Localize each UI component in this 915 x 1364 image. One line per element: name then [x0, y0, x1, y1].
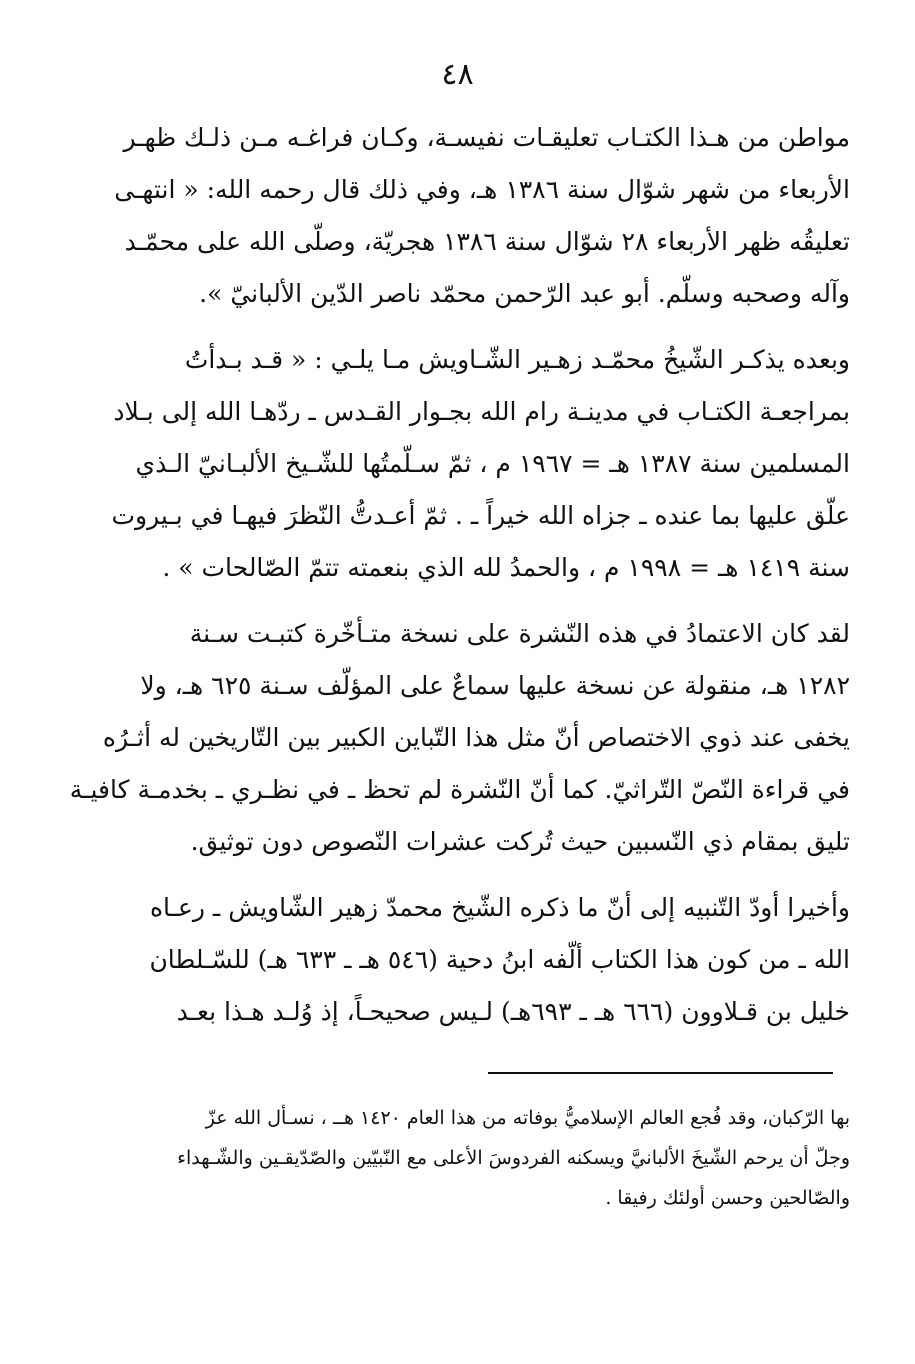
text-line: سنة ١٤١٩ هـ = ١٩٩٨ م ، والحمدُ لله الذي بنعمته تتمّ الصّالحات » . [162, 553, 850, 582]
paragraph-4 [60, 882, 850, 1038]
footnote-line: بها الرّكبان، وقد فُجع العالم الإسلاميُّ بوفاته من هذا العام ١٤٢٠ هــ ، نسـأل الله عزّ [205, 1107, 850, 1129]
text-line: وأخيرا أودّ التّنبيه إلى أنّ ما ذكره الشّيخ محمدّ زهير الشّاويش ـ رعـاه [149, 893, 850, 922]
text-line: مواطن من هـذا الكتـاب تعليقـات نفيسـة، وكـان فراغـه مـن ذلـك ظهـر [123, 123, 850, 152]
main-text [60, 112, 850, 1038]
paragraph-gap [60, 868, 850, 882]
paragraph-gap [60, 320, 850, 334]
text-line: تليق بمقام ذي النّسبين حيث تُركت عشرات النّصوص دون توثيق. [190, 827, 850, 856]
text-line: تعليقُه ظهر الأربعاء ٢٨ شوّال سنة ١٣٨٦ هجريّة، وصلّى الله على محمّـد [124, 227, 850, 256]
text-line: علّق عليها بما عنده ـ جزاه الله خيراً ـ . ثمّ أعـدتُّ النّظرَ فيهـا في بـيروت [111, 501, 850, 530]
footnote-divider [488, 1072, 833, 1074]
footnote-line: والصّالحين وحسن أولئك رفيقا . [605, 1187, 850, 1209]
footnote-line: وجلّ أن يرحم الشّيخَ الألبانيَّ ويسكنه الفردوسَ الأعلى مع النّبيّين والصّدّيقـين والشّـهداء [177, 1147, 850, 1169]
paragraph-gap [60, 594, 850, 608]
text-line: بمراجعـة الكتـاب في مدينـة رام الله بجـوار القـدس ـ ردّهـا الله إلى بـلاد [113, 397, 850, 426]
text-line: الأربعاء من شهر شوّال سنة ١٣٨٦ هـ، وفي ذلك قال رحمه الله: « انتهـى [114, 175, 850, 204]
paragraph-3 [60, 608, 850, 868]
text-line: المسلمين سنة ١٣٨٧ هـ = ١٩٦٧ م ، ثمّ سـلّمتُها للشّـيخ الألبـانيّ الـذي [135, 449, 850, 478]
text-line: لقد كان الاعتمادُ في هذه النّشرة على نسخة متـأخّرة كتبـت سـنة [189, 619, 850, 648]
text-line: ١٢٨٢ هـ، منقولة عن نسخة عليها سماعٌ على المؤلّف سـنة ٦٢٥ هـ، ولا [140, 671, 850, 700]
text-line: الله ـ من كون هذا الكتاب ألّفه ابنُ دحية (٥٤٦ هـ ـ ٦٣٣ هـ) للسّـلطان [149, 945, 850, 974]
text-line: خليل بن قـلاوون (٦٦٦ هـ ـ ٦٩٣هـ) لـيس صحيحـاً، إذ وُلـد هـذا بعـد [176, 997, 850, 1026]
text-line: وبعده يذكـر الشّيخُ محمّـد زهـير الشّـاويش مـا يلـي : « قـد بـدأتُ [184, 345, 850, 374]
footnote [60, 1098, 850, 1218]
text-line: في قراءة النّصّ التّراثيّ. كما أنّ النّشرة لم تحظ ـ في نظـري ـ بخدمـة كافيـة [69, 775, 850, 804]
paragraph-1 [60, 112, 850, 320]
text-line: وآله وصحبه وسلّم. أبو عبد الرّحمن محمّد ناصر الدّين الألبانيّ ». [199, 279, 850, 308]
text-line: يخفى عند ذوي الاختصاص أنّ مثل هذا التّباين الكبير بين التّاريخين له أثـرُه [102, 723, 850, 752]
paragraph-2 [60, 334, 850, 594]
page-number: ٤٨ [441, 57, 474, 92]
